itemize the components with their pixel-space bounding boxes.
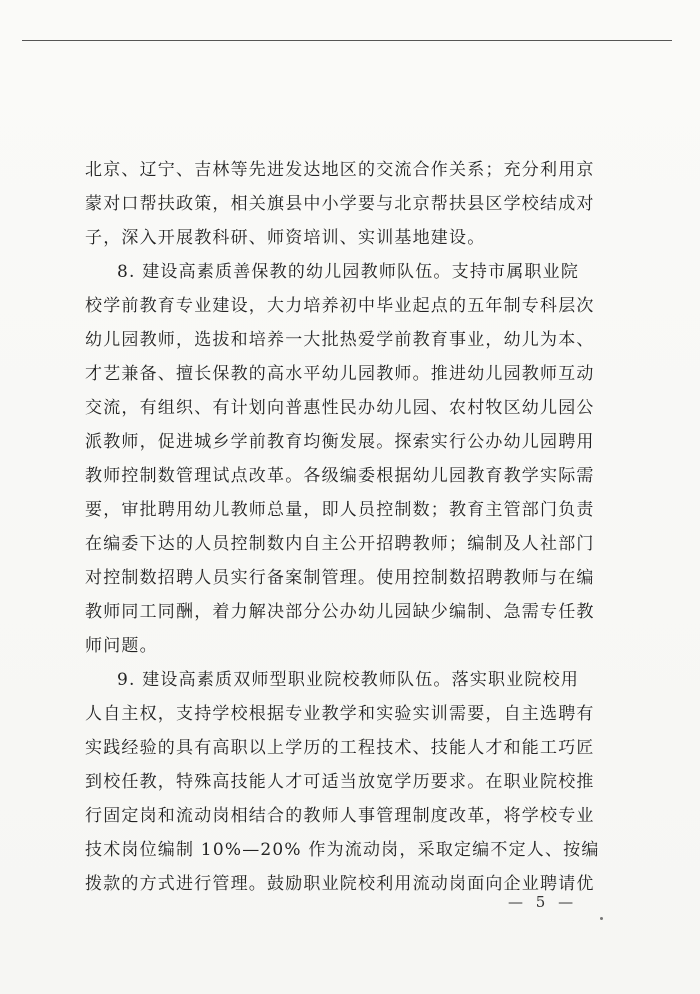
text-line: 才艺兼备、擅长保教的高水平幼儿园教师。推进幼儿园教师互动 — [85, 364, 595, 384]
text-line: 蒙对口帮扶政策，相关旗县中小学要与北京帮扶县区学校结成对 — [85, 194, 595, 214]
text-line: 师问题。 — [85, 636, 158, 656]
text-line: 到校任教，特殊高技能人才可适当放宽学历要求。在职业院校推 — [85, 772, 595, 792]
text-line: 实践经验的具有高职以上学历的工程技术、技能人才和能工巧匠 — [85, 738, 595, 758]
body-text — [85, 153, 615, 901]
text-line: 校学前教育专业建设，大力培养初中毕业起点的五年制专科层次 — [85, 296, 595, 316]
header-rule — [22, 40, 672, 41]
text-line: 要，审批聘用幼儿教师总量，即人员控制数；教育主管部门负责 — [85, 500, 595, 520]
scan-speck — [600, 917, 603, 920]
text-line: 在编委下达的人员控制数内自主公开招聘教师；编制及人社部门 — [85, 534, 595, 554]
text-line: 教师控制数管理试点改革。各级编委根据幼儿园教育教学实际需 — [85, 466, 595, 486]
text-line: 人自主权，支持学校根据专业教学和实验实训需要，自主选聘有 — [85, 704, 595, 724]
text-line: 子，深入开展教科研、师资培训、实训基地建设。 — [85, 228, 486, 248]
text-line: 北京、辽宁、吉林等先进发达地区的交流合作关系；充分利用京 — [85, 160, 595, 180]
section-heading-8: 8. 建设高素质善保教的幼儿园教师队伍。支持市属职业院 — [117, 262, 580, 282]
text-line: 拨款的方式进行管理。鼓励职业院校利用流动岗面向企业聘请优 — [85, 874, 595, 894]
text-line: 教师同工同酬，着力解决部分公办幼儿园缺少编制、急需专任教 — [85, 602, 595, 622]
text-line: 技术岗位编制 10%—20% 作为流动岗，采取定编不定人、按编 — [85, 840, 600, 860]
text-line: 派教师，促进城乡学前教育均衡发展。探索实行公办幼儿园聘用 — [85, 432, 595, 452]
text-line: 对控制数招聘人员实行备案制管理。使用控制数招聘教师与在编 — [85, 568, 595, 588]
section-heading-9: 9. 建设高素质双师型职业院校教师队伍。落实职业院校用 — [117, 670, 580, 690]
text-line: 幼儿园教师，选拔和培养一大批热爱学前教育事业，幼儿为本、 — [85, 330, 595, 350]
text-line: 行固定岗和流动岗相结合的教师人事管理制度改革，将学校专业 — [85, 806, 595, 826]
page-number: — 5 — — [508, 893, 578, 911]
text-line: 交流，有组织、有计划向普惠性民办幼儿园、农村牧区幼儿园公 — [85, 398, 595, 418]
